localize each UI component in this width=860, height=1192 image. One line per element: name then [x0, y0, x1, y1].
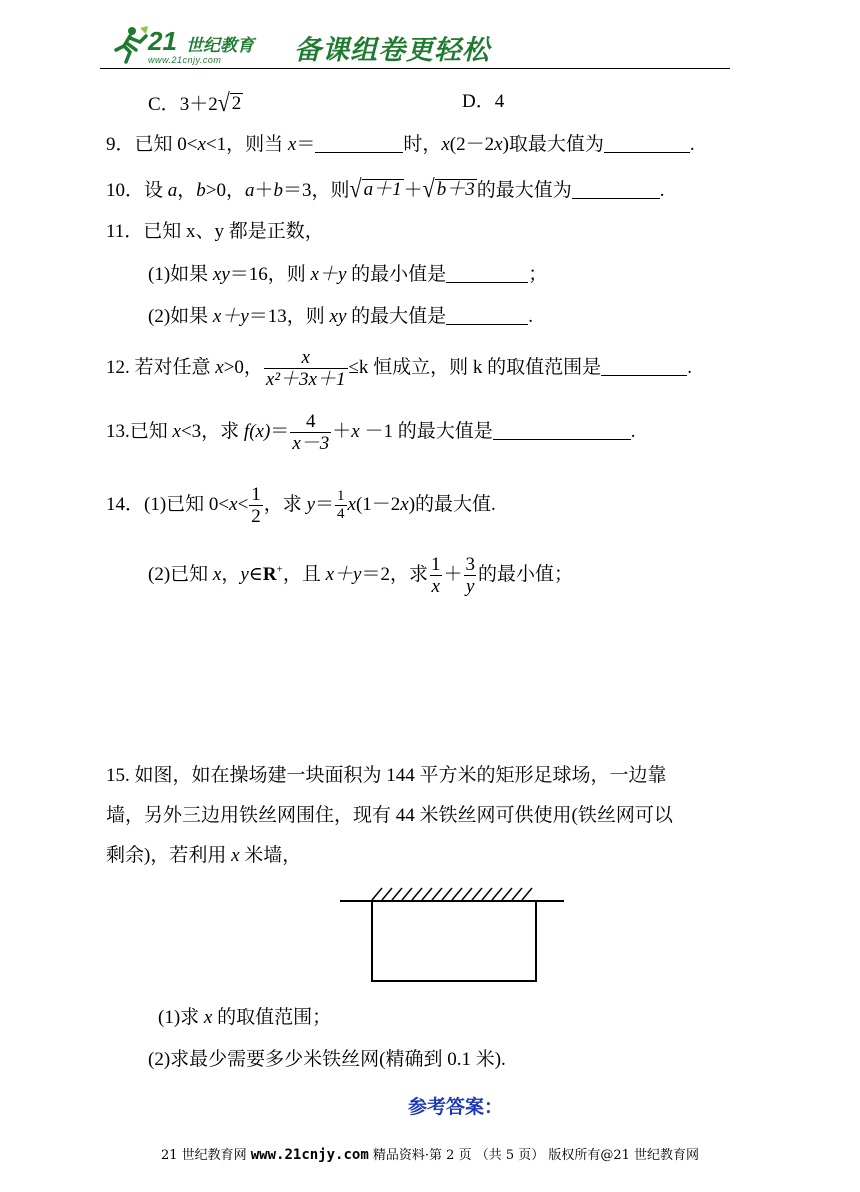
- question-12: 12. 若对任意 x>0， $\frac{x}{\text{x²＋3x＋1}}$ ≤k 恒成立，则 k 的取值范围是 .: [106, 347, 692, 390]
- page-header: [100, 22, 730, 72]
- fraction: $\frac{1}{4}$: [337, 488, 345, 522]
- option-d: D．4: [462, 91, 505, 112]
- header-divider: [100, 68, 730, 69]
- answer-blank: [601, 357, 687, 376]
- answer-blank: [572, 180, 660, 199]
- answer-blank: [315, 134, 403, 153]
- answer-blank: [604, 134, 690, 153]
- question-11-part-1: (1)如果 xy＝16，则 x＋y 的最小值是 ；: [148, 264, 548, 285]
- logo-name: 世纪教育: [186, 36, 254, 56]
- question-15-line-2: 墙，另外三边用铁丝网围住，现有 44 米铁丝网可供使用(铁丝网可以: [106, 805, 673, 826]
- question-13: 13.已知 x<3，求 f(x)＝ $\frac{4}{x-3}$ ＋x －1 的最大值是 .: [106, 411, 636, 454]
- question-11-part-2: (2)如果 x＋y＝13，则 xy 的最大值是 .: [148, 306, 533, 327]
- question-9: 9．已知 0<x<1，则当 x＝ 时，x(2－2x)取最大值为 .: [106, 134, 695, 155]
- answer-blank: [493, 421, 631, 440]
- question-15-line-3: 剩余)，若利用 x 米墙，: [106, 845, 302, 866]
- question-15-part-1: (1)求 x 的取值范围；: [158, 1007, 332, 1028]
- runner-logo-icon: [110, 24, 150, 64]
- logo-number: 21: [148, 26, 177, 56]
- answer-blank: [446, 264, 528, 283]
- answer-blank: [446, 306, 528, 325]
- wall-hatching: [372, 888, 532, 900]
- field-diagram: [338, 884, 568, 986]
- question-11: 11．已知 x、y 都是正数，: [106, 221, 324, 242]
- fraction: $\frac{x}{\text{x²＋3x＋1}}$: [265, 347, 346, 390]
- fraction: $\frac{3}{y}$: [465, 554, 475, 597]
- fraction: $\frac{1}{2}$: [251, 484, 261, 527]
- option-c: C．3＋2 √ 2: [148, 88, 242, 117]
- sqrt-symbol: √ 2: [217, 88, 242, 117]
- header-slogan: 备课组卷更轻松: [294, 35, 490, 66]
- question-14-part-2: (2)已知 x，y∈R+，且 x＋y＝2，求 $\frac{1}{x}$ ＋ $\frac{3}{y}$ 的最小值；: [148, 554, 574, 597]
- question-15-line-1: 15. 如图，如在操场建一块面积为 144 平方米的矩形足球场，一边靠: [106, 765, 667, 786]
- question-15-part-2: (2)求最少需要多少米铁丝网(精确到 0.1 米).: [148, 1049, 506, 1070]
- question-10: 10．设 a，b>0，a＋b＝3，则 √ a＋1 ＋ √ b＋3 的最大值为 .: [106, 174, 665, 203]
- fraction: $\frac{1}{x}$: [430, 554, 441, 597]
- answer-title: 参考答案：: [408, 1096, 504, 1118]
- question-14-part-1: 14．(1)已知 0<x< $\frac{1}{2}$ ，求 y＝ $\frac{1}{4}$ x(1－2x)的最大值.: [106, 484, 496, 527]
- sqrt-symbol: √ b＋3: [422, 174, 475, 203]
- footer-site: www.21cnjy.com: [250, 1147, 369, 1163]
- logo-url: www.21cnjy.com: [148, 55, 222, 65]
- sqrt-symbol: √ a＋1: [349, 174, 402, 203]
- field-rectangle: [372, 901, 536, 981]
- fraction: $\frac{4}{x-3}$: [292, 411, 330, 454]
- page-footer: 21 世纪教育网 www.21cnjy.com 精品资料·第 2 页 （共 5 页） 版权所有@21 世纪教育网: [160, 1147, 700, 1163]
